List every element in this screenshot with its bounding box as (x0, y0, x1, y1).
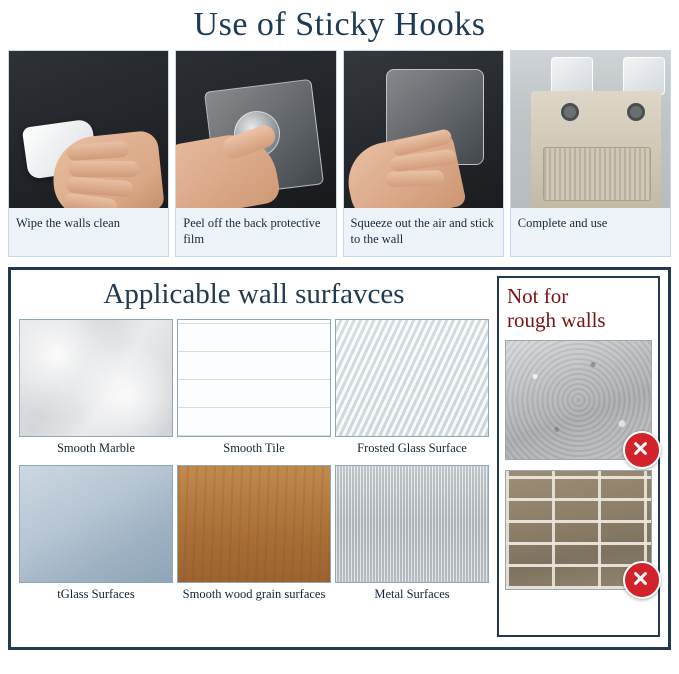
peel-film-photo (176, 51, 335, 208)
x-mark-icon (623, 561, 661, 599)
step-caption: Wipe the walls clean (16, 216, 120, 230)
hook-shape (623, 57, 665, 95)
surface-label: tGlass Surfaces (57, 586, 135, 601)
grommet-shape (561, 103, 579, 121)
step-caption: Peel off the back protective film (183, 216, 321, 247)
wood-swatch (177, 465, 331, 583)
surface-label: Smooth Marble (56, 440, 136, 455)
surfaces-grid (19, 319, 489, 608)
surface-item (177, 465, 331, 608)
warning-title-line2: rough walls (507, 307, 606, 332)
finger-shape (69, 161, 139, 177)
surface-item (19, 319, 173, 462)
step-card (175, 50, 336, 257)
x-mark-icon (623, 431, 661, 469)
wipe-wall-photo (9, 51, 168, 208)
warning-title (507, 284, 652, 332)
grommet-shape (627, 103, 645, 121)
surface-label: Smooth Tile (223, 440, 285, 455)
rough-stucco-photo (505, 340, 652, 460)
surface-item (335, 319, 489, 462)
tile-swatch (177, 319, 331, 437)
page-title: Use of Sticky Hooks (193, 6, 486, 43)
surface-label: Smooth wood grain surfaces (182, 586, 326, 601)
surface-item (177, 319, 331, 462)
surface-label: Metal Surfaces (374, 586, 450, 601)
warning-title-line1: Not for (507, 283, 569, 308)
rough-brick-photo (505, 470, 652, 590)
frosted-glass-swatch (335, 319, 489, 437)
metal-swatch (335, 465, 489, 583)
surface-item (19, 465, 173, 608)
hook-shape (551, 57, 593, 95)
completed-use-photo (511, 51, 670, 208)
finger-shape (385, 170, 443, 187)
surface-item (335, 465, 489, 608)
surfaces-title: Applicable wall surfavces (103, 277, 405, 310)
applicable-surfaces-panel (8, 267, 671, 650)
step-caption: Complete and use (517, 216, 608, 230)
surface-label: Frosted Glass Surface (357, 440, 467, 455)
step-card (343, 50, 504, 257)
surfaces-column (19, 276, 489, 637)
step-card (510, 50, 671, 257)
step-caption: Squeeze out the air and stick to the wall (350, 216, 494, 247)
glass-swatch (19, 465, 173, 583)
steps-row (0, 50, 679, 257)
marble-swatch (19, 319, 173, 437)
mesh-pocket-shape (543, 147, 651, 201)
press-hook-photo (344, 51, 503, 208)
step-card (8, 50, 169, 257)
not-for-rough-walls-column (497, 276, 660, 637)
